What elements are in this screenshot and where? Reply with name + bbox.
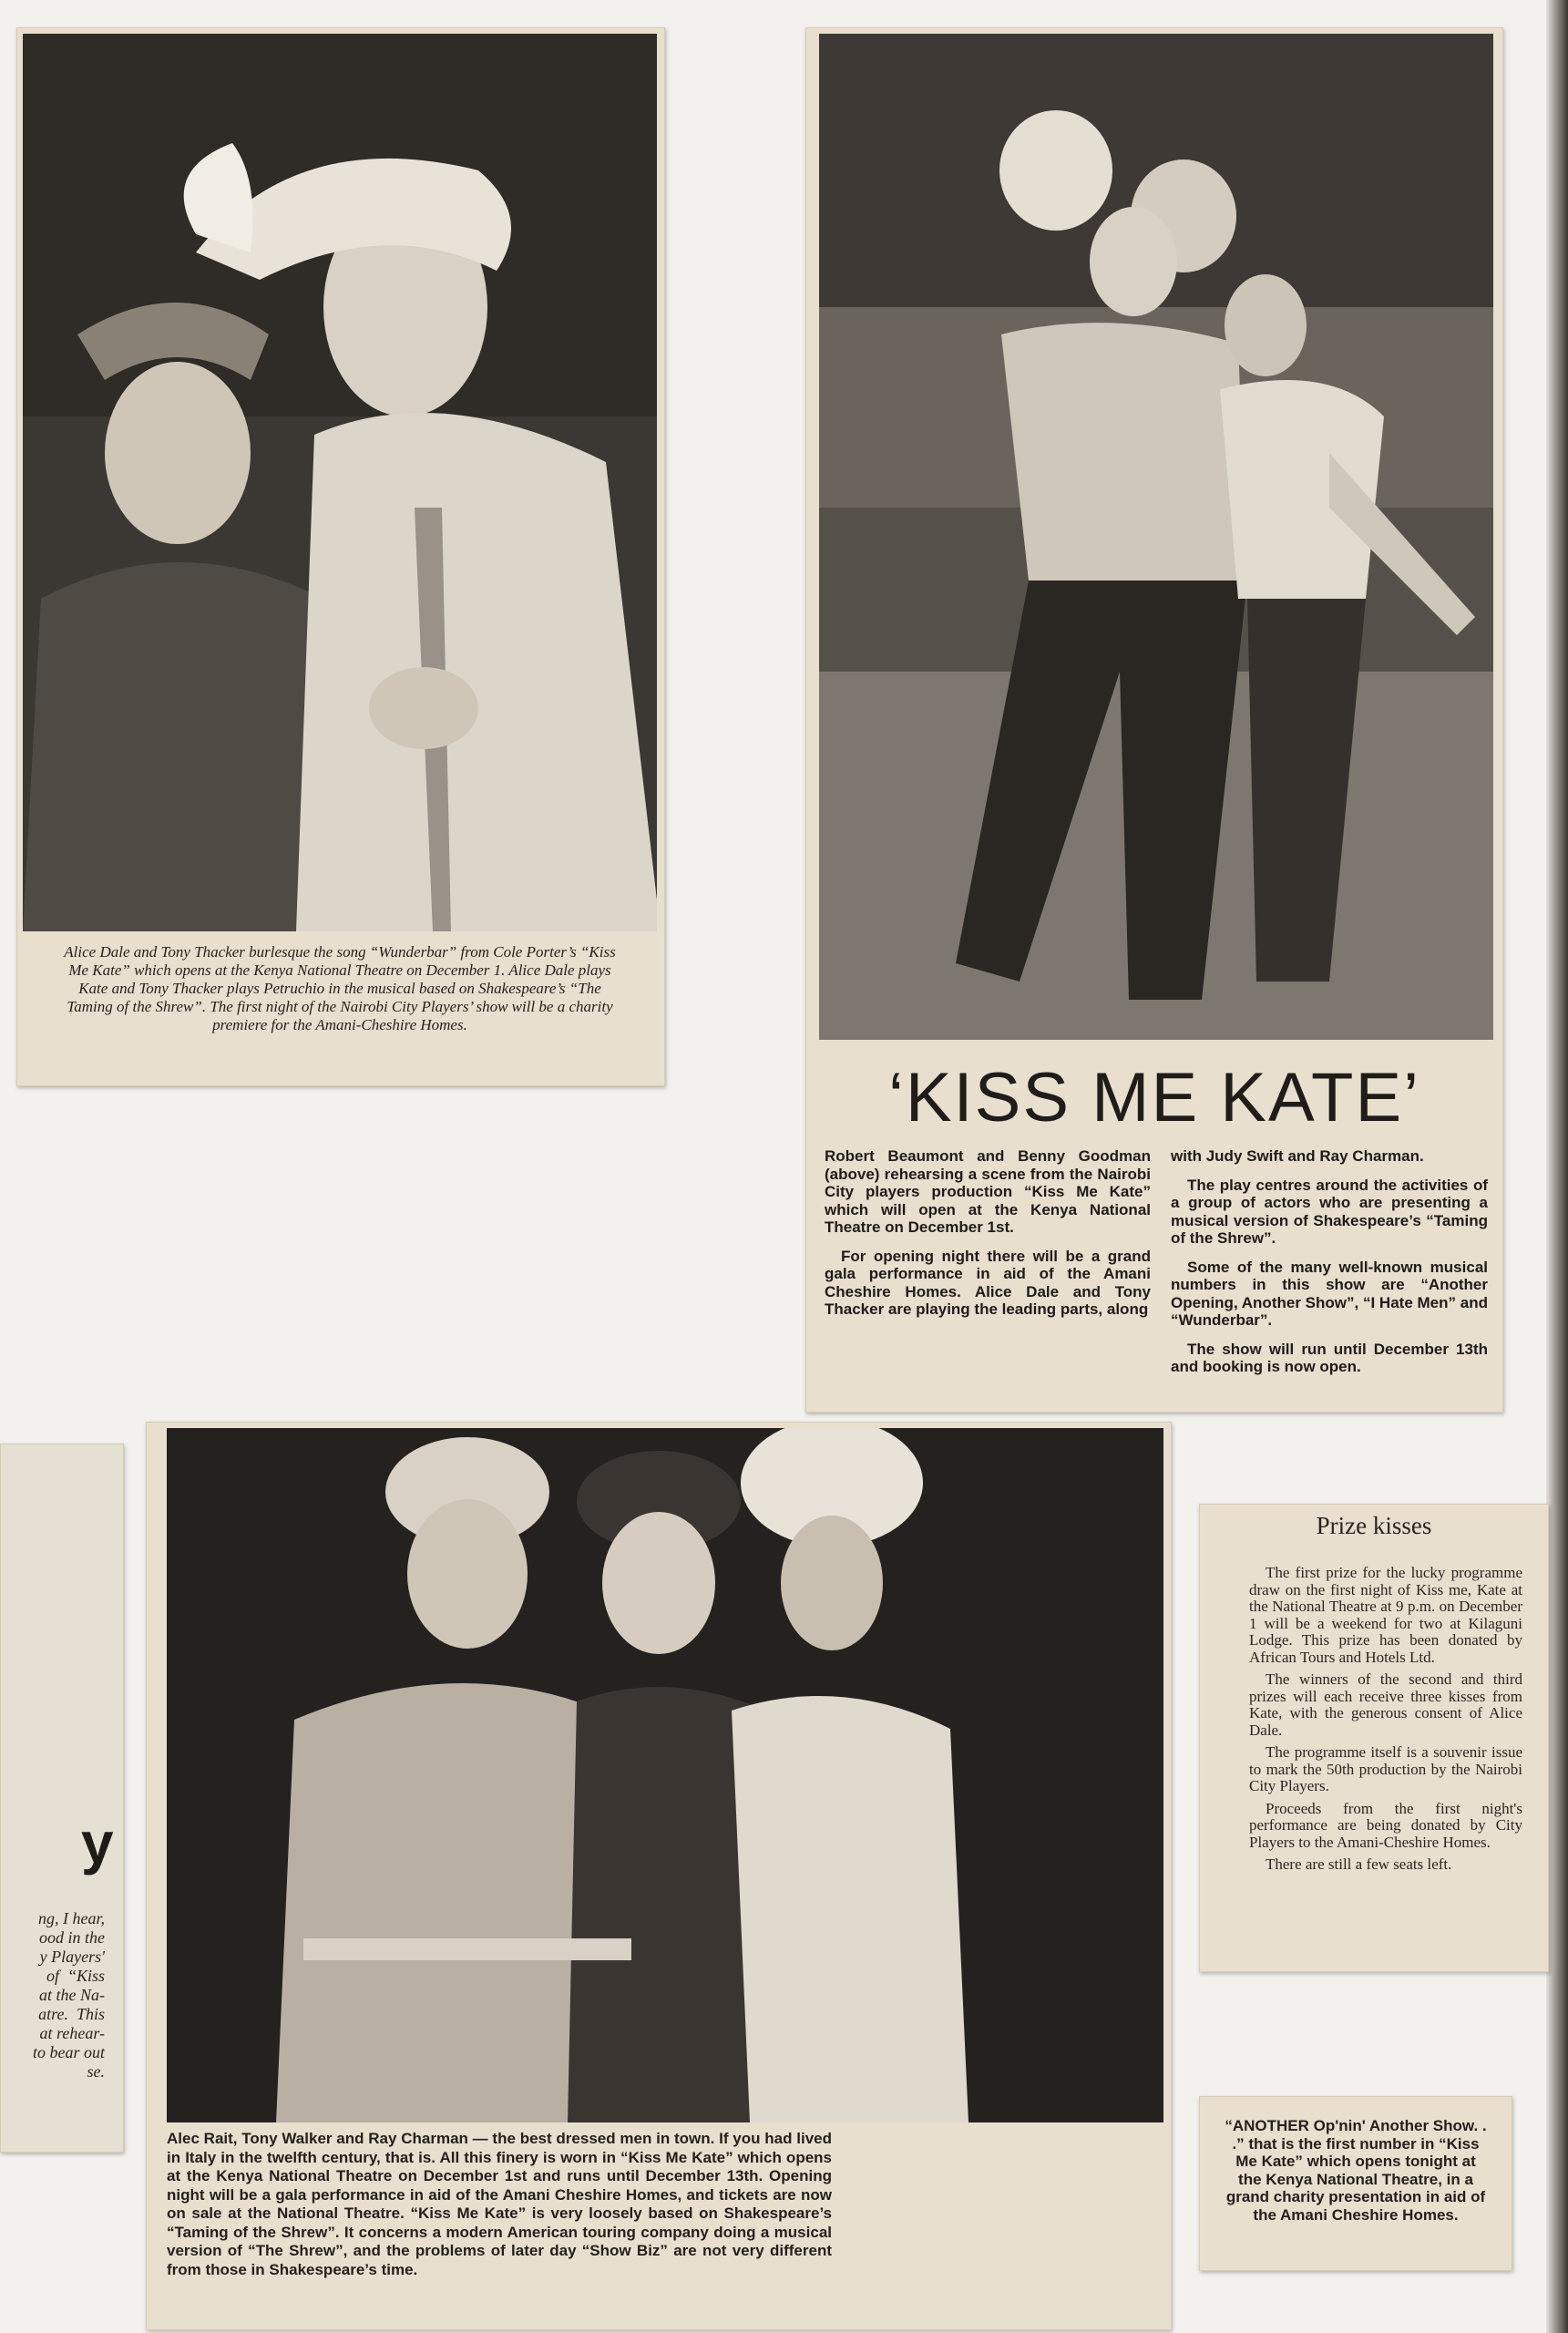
caption-wunderbar: Alice Dale and Tony Thacker burlesque the song “Wunderbar” from Cole Porter’s “Kiss Me Kate” which opens at the Kenya National Theatre on December 1. Alice Dale plays Kate and Tony Thacker plays Petruchio in the musical based on Shakespeare’s “The Taming of the Shrew”. The first night of the Nairobi City Players’ show will be a charity premiere for the Amani-Cheshire Homes.	[64, 943, 616, 1033]
paragraph: with Judy Swift and Ray Charman.	[1171, 1147, 1424, 1165]
paragraph: Some of the many well-known musical numbers in this show are “Another Opening, Another Show”, “I Hate Men” and “Wunderbar”.	[1171, 1258, 1488, 1329]
article-column-right	[1171, 1147, 1488, 1387]
paragraph: Proceeds from the first night's performance are being donated by City Players to the Amani-Cheshire Homes.	[1249, 1799, 1522, 1851]
photo-alice-dale-tony-thacker	[23, 34, 657, 931]
headline-kiss-me-kate: ‘KISS ME KATE’	[887, 1059, 1421, 1136]
clipping-left-fragment	[0, 1444, 124, 2153]
clipping-prize-kisses	[1199, 1504, 1549, 1972]
album-page-edge	[1546, 0, 1568, 2333]
caption-best-dressed: Alec Rait, Tony Walker and Ray Charman — the best dressed men in town. If you had lived in Italy in the twelfth century, that is. All this finery is worn in “Kiss Me Kate” which opens at the Kenya National Theatre on December 1st and runs until December 13th. Opening night will be a gala performance in aid of the Amani Cheshire Homes, and tickets are now on sale at the National Theatre. “Kiss Me Kate” is very loosely based on Shakespeare’s “Taming of the Shrew”. It concerns a modern American touring company doing a musical version of “The Shrew”, and the problems of later day “Show Biz” are not very different from those in Shakespeare’s time.	[167, 2130, 832, 2278]
paragraph: The winners of the second and third prizes will each receive three kisses from Kate, with the generous consent of Alice Dale.	[1249, 1670, 1522, 1739]
paragraph: The first prize for the lucky programme draw on the first night of Kiss me, Kate at the National Theatre at 9 p.m. on December 1 will be a weekend for two at Kilaguni Lodge. This prize has been donated by African Tours and Hotels Ltd.	[1249, 1564, 1522, 1666]
headline-fragment: y	[81, 1810, 114, 1876]
paragraph: For opening night there will be a grand gala performance in aid of the Amani Cheshire Homes. Alice Dale and Tony Thacker are playing the leading parts, along	[825, 1247, 1151, 1318]
paragraph: Robert Beaumont and Benny Goodman (above) rehearsing a scene from the Nairobi City players production “Kiss Me Kate” which will open at the Kenya National Theatre on December 1st.	[825, 1147, 1151, 1236]
another-opnin-text: “ANOTHER Op'nin' Another Show. . .” that is the first number in “Kiss Me Kate” which opens tonight at the Kenya National Theatre, in a grand charity presentation in aid of the Amani Cheshire Homes.	[1225, 2117, 1487, 2224]
prize-kisses-body	[1249, 1565, 1522, 1879]
article-fragment: ng, I hear, ood in the y Players' of “Kiss at the Na- atre. This at rehear- to bear out se.	[33, 1909, 105, 2081]
paragraph: The programme itself is a souvenir issue to mark the 50th production by the Nairobi City Players.	[1249, 1743, 1522, 1794]
clipping-wunderbar	[16, 27, 665, 1086]
photo-robert-beaumont-benny-goodman	[819, 34, 1493, 1040]
paragraph: There are still a few seats left.	[1266, 1855, 1452, 1873]
clipping-another-opnin	[1199, 2096, 1512, 2271]
clipping-best-dressed	[146, 1422, 1172, 2330]
paragraph: The show will run until December 13th and booking is now open.	[1171, 1340, 1488, 1375]
photo-alec-rait-tony-walker-ray-charman	[167, 1428, 1163, 2122]
article-column-left	[825, 1147, 1151, 1330]
prize-kisses-title: Prize kisses	[1316, 1512, 1432, 1539]
paragraph: The play centres around the activities of a group of actors who are presenting a musical version of Shakespeare’s “Taming of the Shrew”.	[1171, 1176, 1488, 1247]
clipping-kiss-me-kate	[805, 27, 1503, 1413]
